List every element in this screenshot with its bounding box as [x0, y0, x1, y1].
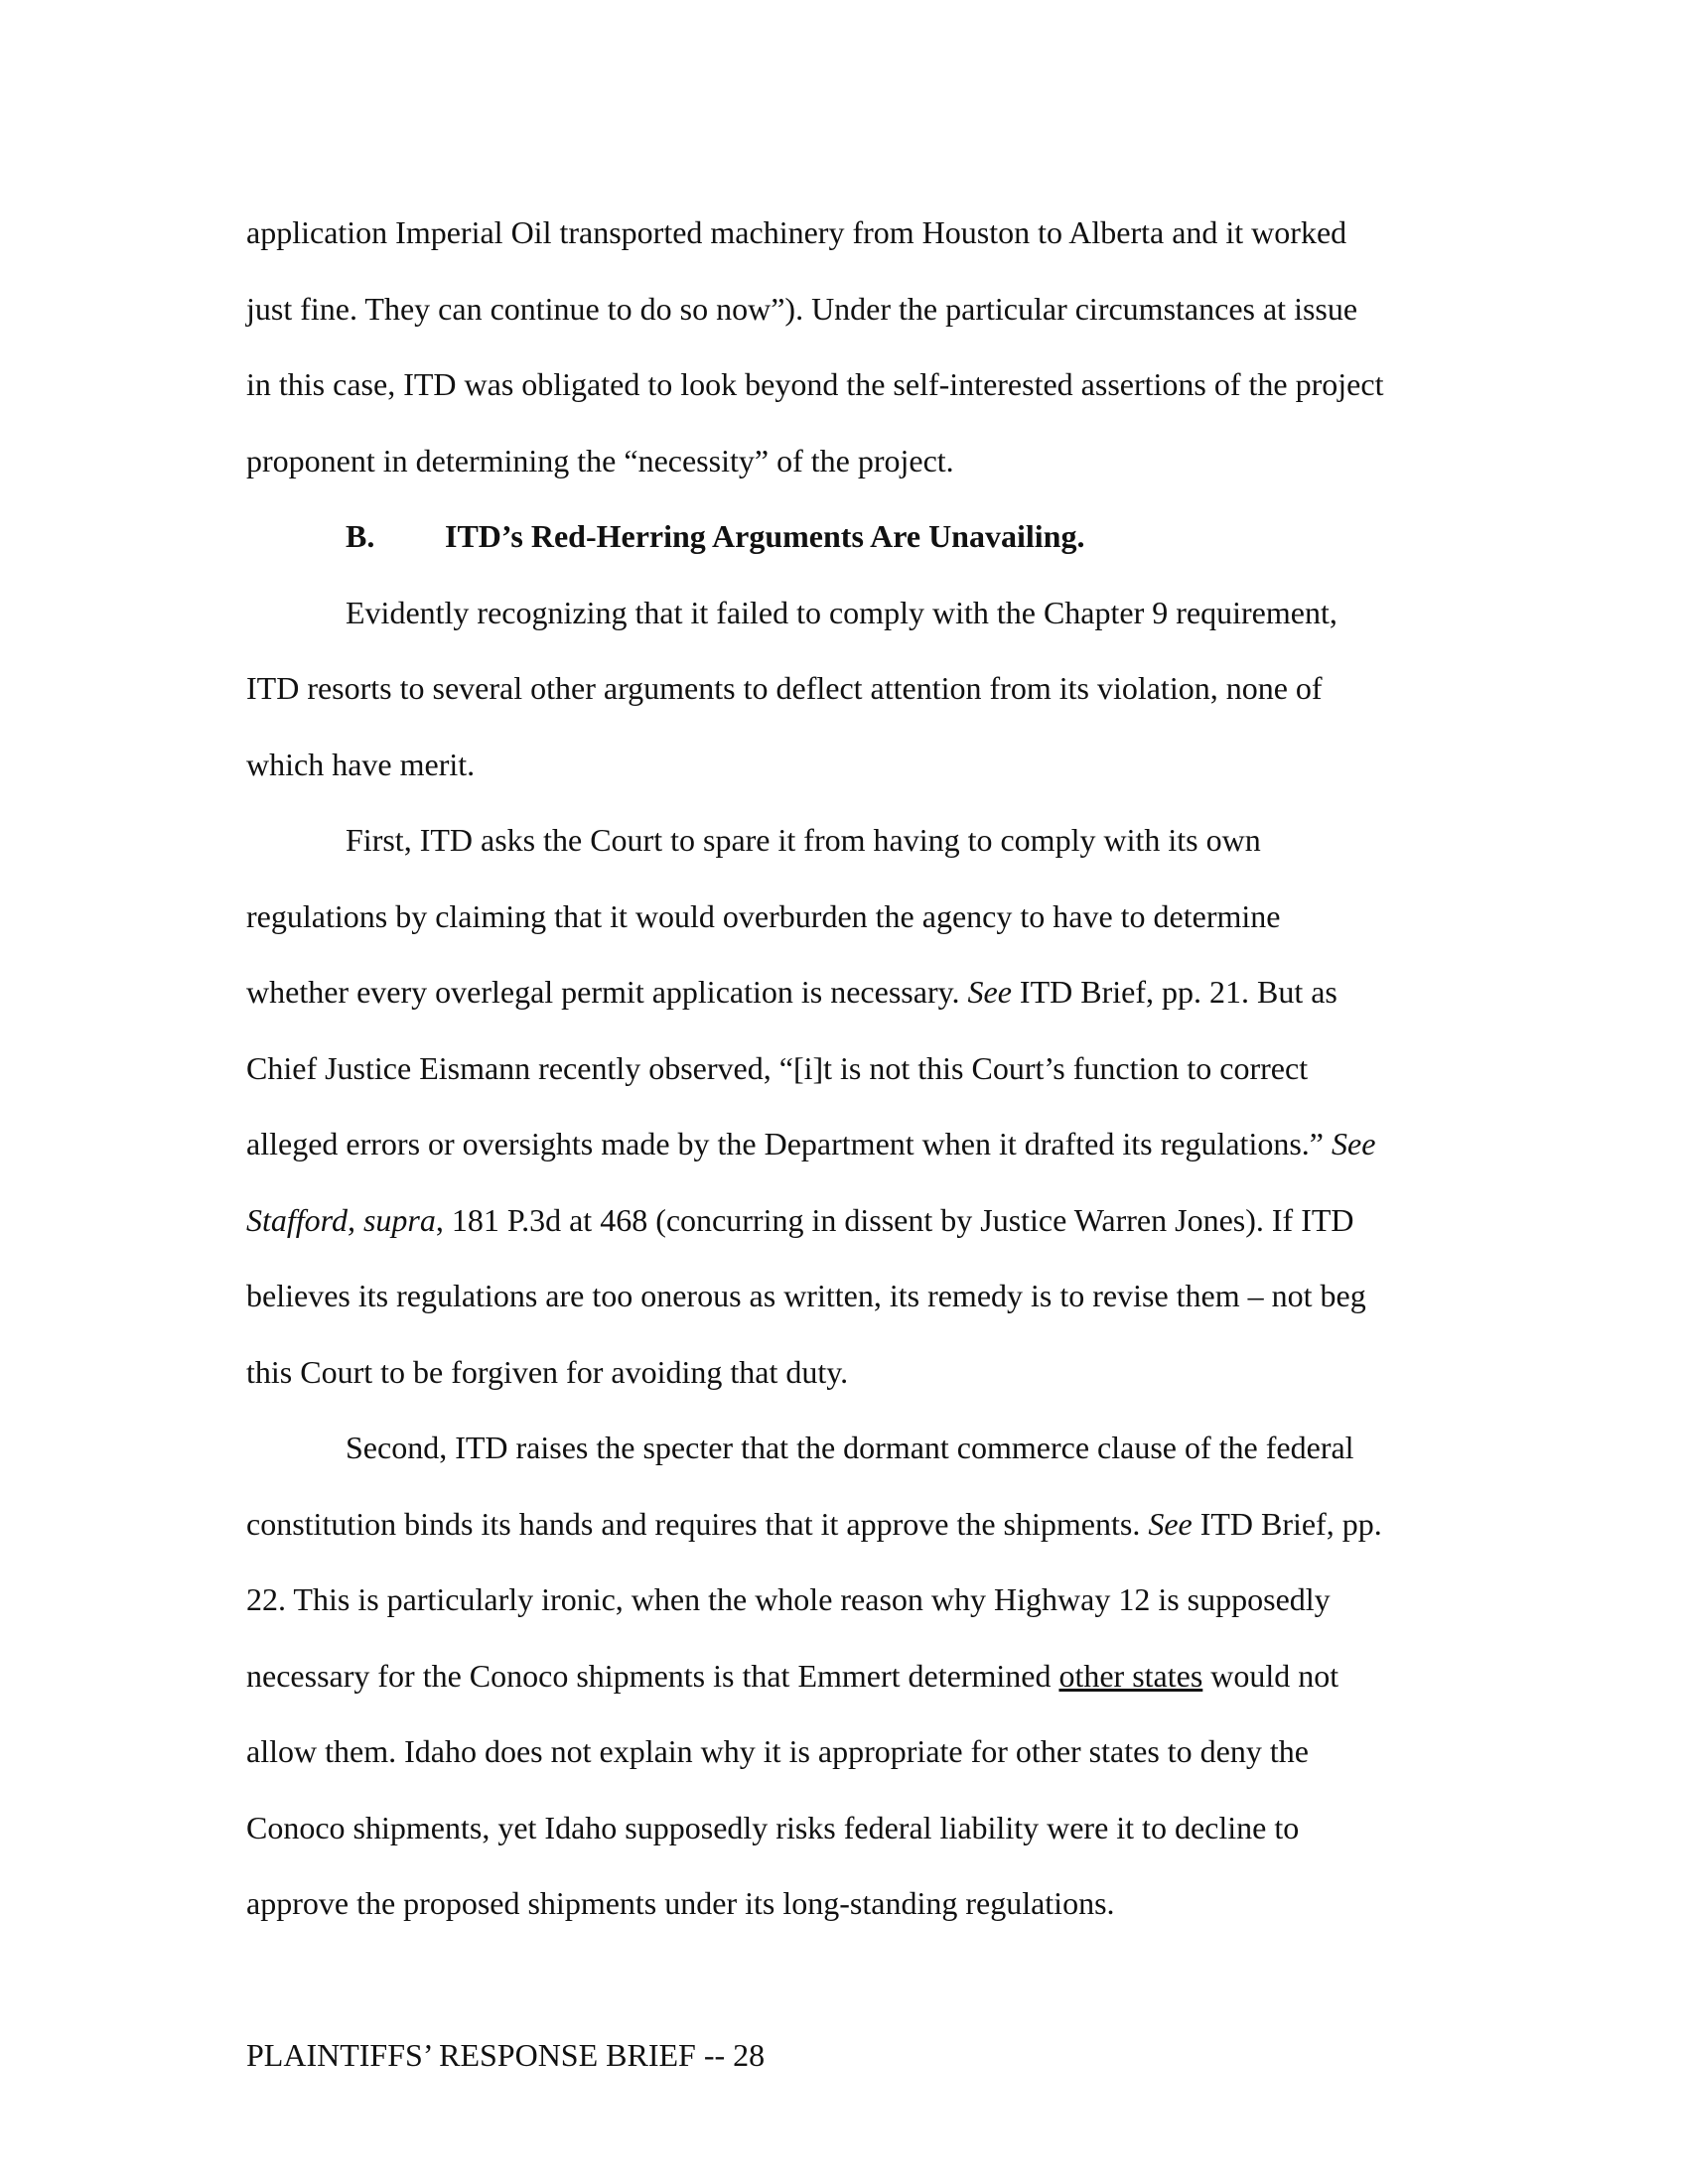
text-line: just fine. They can continue to do so now”). Under the particular circumstances at issue: [246, 290, 1358, 327]
text-run: whether every overlegal permit application is necessary.: [246, 974, 968, 1010]
text-line: [246, 1486, 1448, 1563]
text-run: ITD Brief, pp.: [1192, 1505, 1382, 1542]
text-line: ITD resorts to several other arguments to deflect attention from its violation, none of: [246, 670, 1323, 706]
citation-signal: See: [967, 974, 1012, 1010]
text-line: Chief Justice Eismann recently observed, “[i]t is not this Court’s function to correct: [246, 1049, 1309, 1086]
text-line: Evidently recognizing that it failed to comply with the Chapter 9 requirement,: [346, 594, 1337, 630]
text-line: proponent in determining the “necessity” of the project.: [246, 442, 954, 478]
text-line: 22. This is particularly ironic, when the whole reason why Highway 12 is supposedly: [246, 1581, 1331, 1617]
text-run: constitution binds its hands and requires that it approve the shipments.: [246, 1505, 1149, 1542]
text-run: would not: [1202, 1657, 1339, 1694]
section-title: ITD’s Red-Herring Arguments Are Unavailing.: [445, 518, 1085, 554]
citation-signal: See: [1148, 1505, 1193, 1542]
text-line: in this case, ITD was obligated to look beyond the self-interested assertions of the project: [246, 366, 1384, 402]
text-line: regulations by claiming that it would overburden the agency to have to determine: [246, 897, 1281, 934]
section-letter: B.: [346, 518, 375, 554]
text-run: alleged errors or oversights made by the Department when it drafted its regulations.”: [246, 1126, 1332, 1161]
text-line: believes its regulations are too onerous as written, its remedy is to revise them – not beg: [246, 1278, 1366, 1313]
document-body: [246, 195, 1448, 1942]
text-line: approve the proposed shipments under its long-standing regulations.: [246, 1885, 1115, 1921]
text-line: [246, 1638, 1448, 1714]
text-line: allow them. Idaho does not explain why it is appropriate for other states to deny the: [246, 1733, 1309, 1769]
text-line: First, ITD asks the Court to spare it from having to comply with its own: [346, 822, 1261, 858]
section-heading: [246, 498, 1448, 575]
text-line: [246, 954, 1448, 1030]
text-run: , 181 P.3d at 468 (concurring in dissent by Justice Warren Jones). If ITD: [435, 1201, 1354, 1238]
underlined-text: other states: [1058, 1657, 1203, 1694]
text-run: necessary for the Conoco shipments is that Emmert determined: [246, 1657, 1059, 1694]
text-line: which have merit.: [246, 746, 476, 782]
text-line: application Imperial Oil transported machinery from Houston to Alberta and it worked: [246, 214, 1347, 250]
case-citation: Stafford, supra: [246, 1201, 436, 1238]
text-line: [246, 1106, 1448, 1182]
text-line: Second, ITD raises the specter that the dormant commerce clause of the federal: [346, 1430, 1354, 1465]
text-line: Conoco shipments, yet Idaho supposedly risks federal liability were it to decline to: [246, 1809, 1300, 1845]
text-line: this Court to be forgiven for avoiding that duty.: [246, 1353, 849, 1390]
text-run: ITD Brief, pp. 21. But as: [1011, 974, 1337, 1010]
citation-signal: See: [1331, 1126, 1376, 1161]
text-line: [246, 1182, 1448, 1259]
page-footer: PLAINTIFFS’ RESPONSE BRIEF -- 28: [246, 2037, 766, 2073]
